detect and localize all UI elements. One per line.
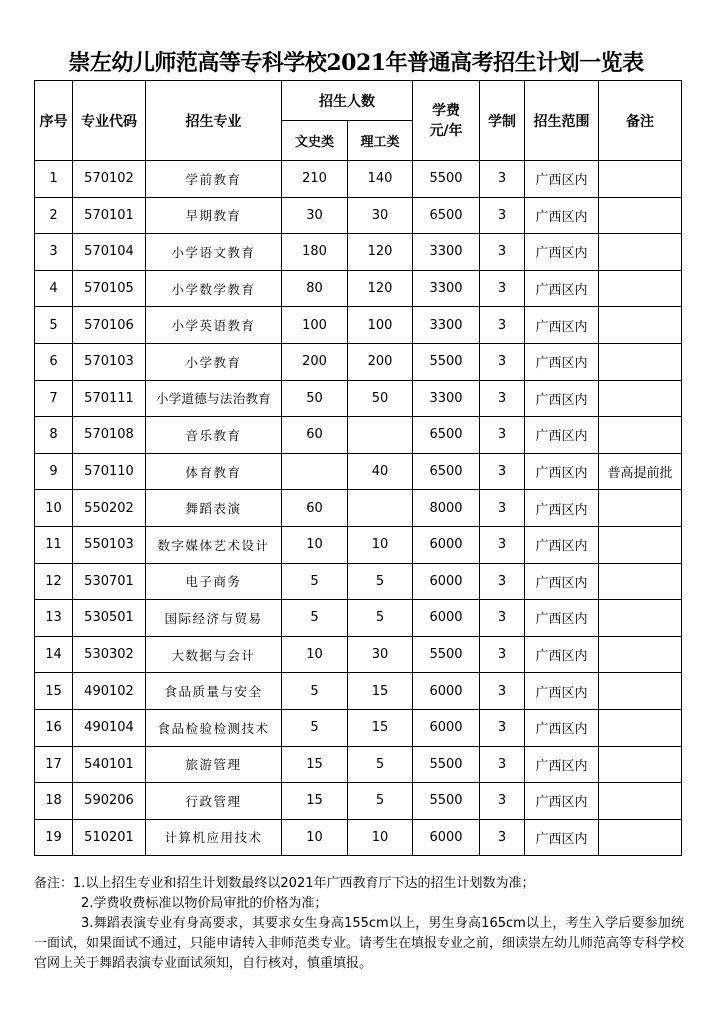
cell-arts: 5: [282, 673, 348, 710]
cell-code: 550103: [73, 526, 146, 563]
cell-remark: [599, 490, 682, 527]
cell-fee: 3300: [413, 234, 480, 271]
cell-science: 10: [348, 526, 413, 563]
cell-years: 3: [480, 453, 525, 490]
cell-major: 电子商务: [146, 563, 282, 600]
cell-years: 3: [480, 270, 525, 307]
cell-code: 550202: [73, 490, 146, 527]
table-row: [35, 343, 682, 380]
cell-remark: [599, 746, 682, 783]
cell-fee: 3300: [413, 270, 480, 307]
header-science: 理工类: [348, 121, 413, 161]
cell-scope: 广西区内: [525, 417, 599, 454]
cell-seq: 13: [35, 600, 73, 637]
cell-science: 5: [348, 600, 413, 637]
cell-scope: 广西区内: [525, 673, 599, 710]
cell-science: 30: [348, 197, 413, 234]
cell-remark: [599, 563, 682, 600]
cell-fee: 6500: [413, 417, 480, 454]
cell-arts: [282, 453, 348, 490]
table-row: [35, 490, 682, 527]
cell-code: 510201: [73, 819, 146, 856]
cell-remark: [599, 270, 682, 307]
cell-scope: 广西区内: [525, 563, 599, 600]
cell-years: 3: [480, 161, 525, 198]
cell-scope: 广西区内: [525, 343, 599, 380]
cell-remark: [599, 380, 682, 417]
cell-science: [348, 490, 413, 527]
cell-scope: 广西区内: [525, 307, 599, 344]
cell-seq: 4: [35, 270, 73, 307]
table-row: [35, 709, 682, 746]
cell-code: 570106: [73, 307, 146, 344]
cell-major: 大数据与会计: [146, 636, 282, 673]
header-enrollment: 招生人数: [282, 81, 413, 121]
cell-major: 小学教育: [146, 343, 282, 380]
cell-major: 学前教育: [146, 161, 282, 198]
cell-code: 570108: [73, 417, 146, 454]
cell-major: 数字媒体艺术设计: [146, 526, 282, 563]
cell-years: 3: [480, 234, 525, 271]
cell-fee: 8000: [413, 490, 480, 527]
cell-fee: 3300: [413, 307, 480, 344]
cell-major: 音乐教育: [146, 417, 282, 454]
cell-code: 590206: [73, 783, 146, 820]
cell-science: 15: [348, 673, 413, 710]
cell-remark: [599, 307, 682, 344]
cell-scope: 广西区内: [525, 600, 599, 637]
table-row: [35, 307, 682, 344]
cell-years: 3: [480, 563, 525, 600]
footnotes: [34, 874, 684, 974]
cell-code: 570101: [73, 197, 146, 234]
cell-scope: 广西区内: [525, 197, 599, 234]
cell-seq: 1: [35, 161, 73, 198]
cell-science: 15: [348, 709, 413, 746]
page-title: 崇左幼儿师范高等专科学校2021年普通高考招生计划一览表: [68, 50, 644, 76]
cell-fee: 6000: [413, 673, 480, 710]
cell-science: 100: [348, 307, 413, 344]
cell-science: 40: [348, 453, 413, 490]
cell-remark: [599, 526, 682, 563]
cell-seq: 10: [35, 490, 73, 527]
cell-scope: 广西区内: [525, 819, 599, 856]
cell-seq: 16: [35, 709, 73, 746]
cell-code: 530302: [73, 636, 146, 673]
cell-remark: [599, 783, 682, 820]
header-major: 招生专业: [146, 81, 282, 161]
cell-years: 3: [480, 636, 525, 673]
cell-remark: [599, 343, 682, 380]
cell-arts: 5: [282, 709, 348, 746]
cell-scope: 广西区内: [525, 490, 599, 527]
cell-arts: 50: [282, 380, 348, 417]
cell-fee: 6000: [413, 709, 480, 746]
cell-years: 3: [480, 417, 525, 454]
table-row: [35, 234, 682, 271]
cell-arts: 200: [282, 343, 348, 380]
cell-fee: 5500: [413, 161, 480, 198]
cell-fee: 5500: [413, 636, 480, 673]
cell-arts: 100: [282, 307, 348, 344]
footnote-3: 3.舞蹈表演专业有身高要求，其要求女生身高155cm以上，男生身高165cm以上，考生入学后要参加统一面试，如果面试不通过，只能申请转入非师范类专业。请考生在填报专业之前，细读崇左幼儿师范高等专科学校官网上关于舞蹈表演专业面试须知，自行核对，慎重填报。: [34, 916, 685, 971]
cell-seq: 14: [35, 636, 73, 673]
cell-fee: 6000: [413, 600, 480, 637]
cell-remark: [599, 197, 682, 234]
cell-seq: 19: [35, 819, 73, 856]
cell-fee: 3300: [413, 380, 480, 417]
cell-remark: [599, 819, 682, 856]
cell-major: 行政管理: [146, 783, 282, 820]
cell-scope: 广西区内: [525, 526, 599, 563]
table-body: [35, 161, 682, 856]
cell-years: 3: [480, 490, 525, 527]
cell-arts: 60: [282, 490, 348, 527]
header-scope: 招生范围: [525, 81, 599, 161]
cell-seq: 8: [35, 417, 73, 454]
cell-code: 540101: [73, 746, 146, 783]
cell-major: 计算机应用技术: [146, 819, 282, 856]
cell-major: 食品检验检测技术: [146, 709, 282, 746]
table-row: [35, 819, 682, 856]
cell-code: 490104: [73, 709, 146, 746]
header-years: 学制: [480, 81, 525, 161]
cell-scope: 广西区内: [525, 161, 599, 198]
cell-fee: 6000: [413, 526, 480, 563]
cell-seq: 2: [35, 197, 73, 234]
cell-major: 小学语文教育: [146, 234, 282, 271]
cell-code: 570110: [73, 453, 146, 490]
cell-fee: 5500: [413, 783, 480, 820]
cell-code: 570104: [73, 234, 146, 271]
cell-years: 3: [480, 783, 525, 820]
cell-science: 120: [348, 234, 413, 271]
cell-seq: 11: [35, 526, 73, 563]
cell-major: 小学英语教育: [146, 307, 282, 344]
cell-major: 体育教育: [146, 453, 282, 490]
cell-code: 490102: [73, 673, 146, 710]
enrollment-plan-table: [34, 80, 682, 856]
table-row: [35, 526, 682, 563]
cell-remark: 普高提前批: [599, 453, 682, 490]
cell-major: 小学道德与法治教育: [146, 380, 282, 417]
cell-years: 3: [480, 600, 525, 637]
table-row: [35, 673, 682, 710]
cell-scope: 广西区内: [525, 270, 599, 307]
cell-arts: 15: [282, 783, 348, 820]
cell-arts: 10: [282, 636, 348, 673]
cell-scope: 广西区内: [525, 234, 599, 271]
cell-major: 旅游管理: [146, 746, 282, 783]
table-row: [35, 600, 682, 637]
cell-major: 早期教育: [146, 197, 282, 234]
cell-seq: 18: [35, 783, 73, 820]
footnote-2: 2.学费收费标准以物价局审批的价格为准；: [81, 896, 328, 911]
cell-science: 5: [348, 563, 413, 600]
cell-years: 3: [480, 197, 525, 234]
cell-fee: 6500: [413, 197, 480, 234]
cell-scope: 广西区内: [525, 453, 599, 490]
cell-scope: 广西区内: [525, 636, 599, 673]
cell-fee: 5500: [413, 343, 480, 380]
cell-remark: [599, 161, 682, 198]
cell-science: 5: [348, 783, 413, 820]
cell-years: 3: [480, 709, 525, 746]
cell-science: 30: [348, 636, 413, 673]
table-row: [35, 746, 682, 783]
cell-code: 530701: [73, 563, 146, 600]
cell-arts: 30: [282, 197, 348, 234]
cell-remark: [599, 709, 682, 746]
cell-arts: 5: [282, 600, 348, 637]
cell-science: [348, 417, 413, 454]
table-row: [35, 380, 682, 417]
cell-remark: [599, 234, 682, 271]
cell-scope: 广西区内: [525, 380, 599, 417]
cell-science: 50: [348, 380, 413, 417]
cell-seq: 5: [35, 307, 73, 344]
cell-major: 食品质量与安全: [146, 673, 282, 710]
header-code: 专业代码: [73, 81, 146, 161]
cell-science: 5: [348, 746, 413, 783]
cell-code: 570102: [73, 161, 146, 198]
table-row: [35, 270, 682, 307]
header-seq: 序号: [35, 81, 73, 161]
cell-remark: [599, 600, 682, 637]
footnote-1: 备注：1.以上招生专业和招生计划数最终以2021年广西教育厅下达的招生计划数为准；: [34, 876, 535, 891]
cell-code: 570105: [73, 270, 146, 307]
cell-scope: 广西区内: [525, 783, 599, 820]
cell-arts: 210: [282, 161, 348, 198]
header-arts: 文史类: [282, 121, 348, 161]
cell-years: 3: [480, 343, 525, 380]
cell-fee: 6000: [413, 563, 480, 600]
table-row: [35, 417, 682, 454]
header-remark: 备注: [599, 81, 682, 161]
cell-fee: 5500: [413, 746, 480, 783]
cell-years: 3: [480, 307, 525, 344]
cell-code: 570111: [73, 380, 146, 417]
cell-seq: 3: [35, 234, 73, 271]
table-row: [35, 563, 682, 600]
cell-years: 3: [480, 380, 525, 417]
cell-scope: 广西区内: [525, 746, 599, 783]
cell-major: 舞蹈表演: [146, 490, 282, 527]
cell-remark: [599, 417, 682, 454]
cell-science: 200: [348, 343, 413, 380]
cell-fee: 6500: [413, 453, 480, 490]
cell-arts: 10: [282, 819, 348, 856]
cell-seq: 7: [35, 380, 73, 417]
cell-arts: 10: [282, 526, 348, 563]
cell-arts: 80: [282, 270, 348, 307]
cell-seq: 9: [35, 453, 73, 490]
header-fee-label: 学费 元/年: [429, 102, 463, 139]
cell-remark: [599, 636, 682, 673]
table-row: [35, 453, 682, 490]
table-row: [35, 161, 682, 198]
cell-seq: 15: [35, 673, 73, 710]
cell-years: 3: [480, 526, 525, 563]
cell-years: 3: [480, 673, 525, 710]
cell-science: 140: [348, 161, 413, 198]
cell-arts: 60: [282, 417, 348, 454]
cell-science: 120: [348, 270, 413, 307]
cell-major: 小学数学教育: [146, 270, 282, 307]
table-row: [35, 636, 682, 673]
cell-seq: 6: [35, 343, 73, 380]
cell-seq: 12: [35, 563, 73, 600]
cell-fee: 6000: [413, 819, 480, 856]
cell-arts: 180: [282, 234, 348, 271]
cell-code: 570103: [73, 343, 146, 380]
cell-arts: 15: [282, 746, 348, 783]
cell-scope: 广西区内: [525, 709, 599, 746]
cell-years: 3: [480, 819, 525, 856]
header-fee: [413, 81, 480, 161]
cell-arts: 5: [282, 563, 348, 600]
cell-science: 10: [348, 819, 413, 856]
cell-code: 530501: [73, 600, 146, 637]
cell-major: 国际经济与贸易: [146, 600, 282, 637]
cell-years: 3: [480, 746, 525, 783]
cell-remark: [599, 673, 682, 710]
table-row: [35, 197, 682, 234]
cell-seq: 17: [35, 746, 73, 783]
table-row: [35, 783, 682, 820]
